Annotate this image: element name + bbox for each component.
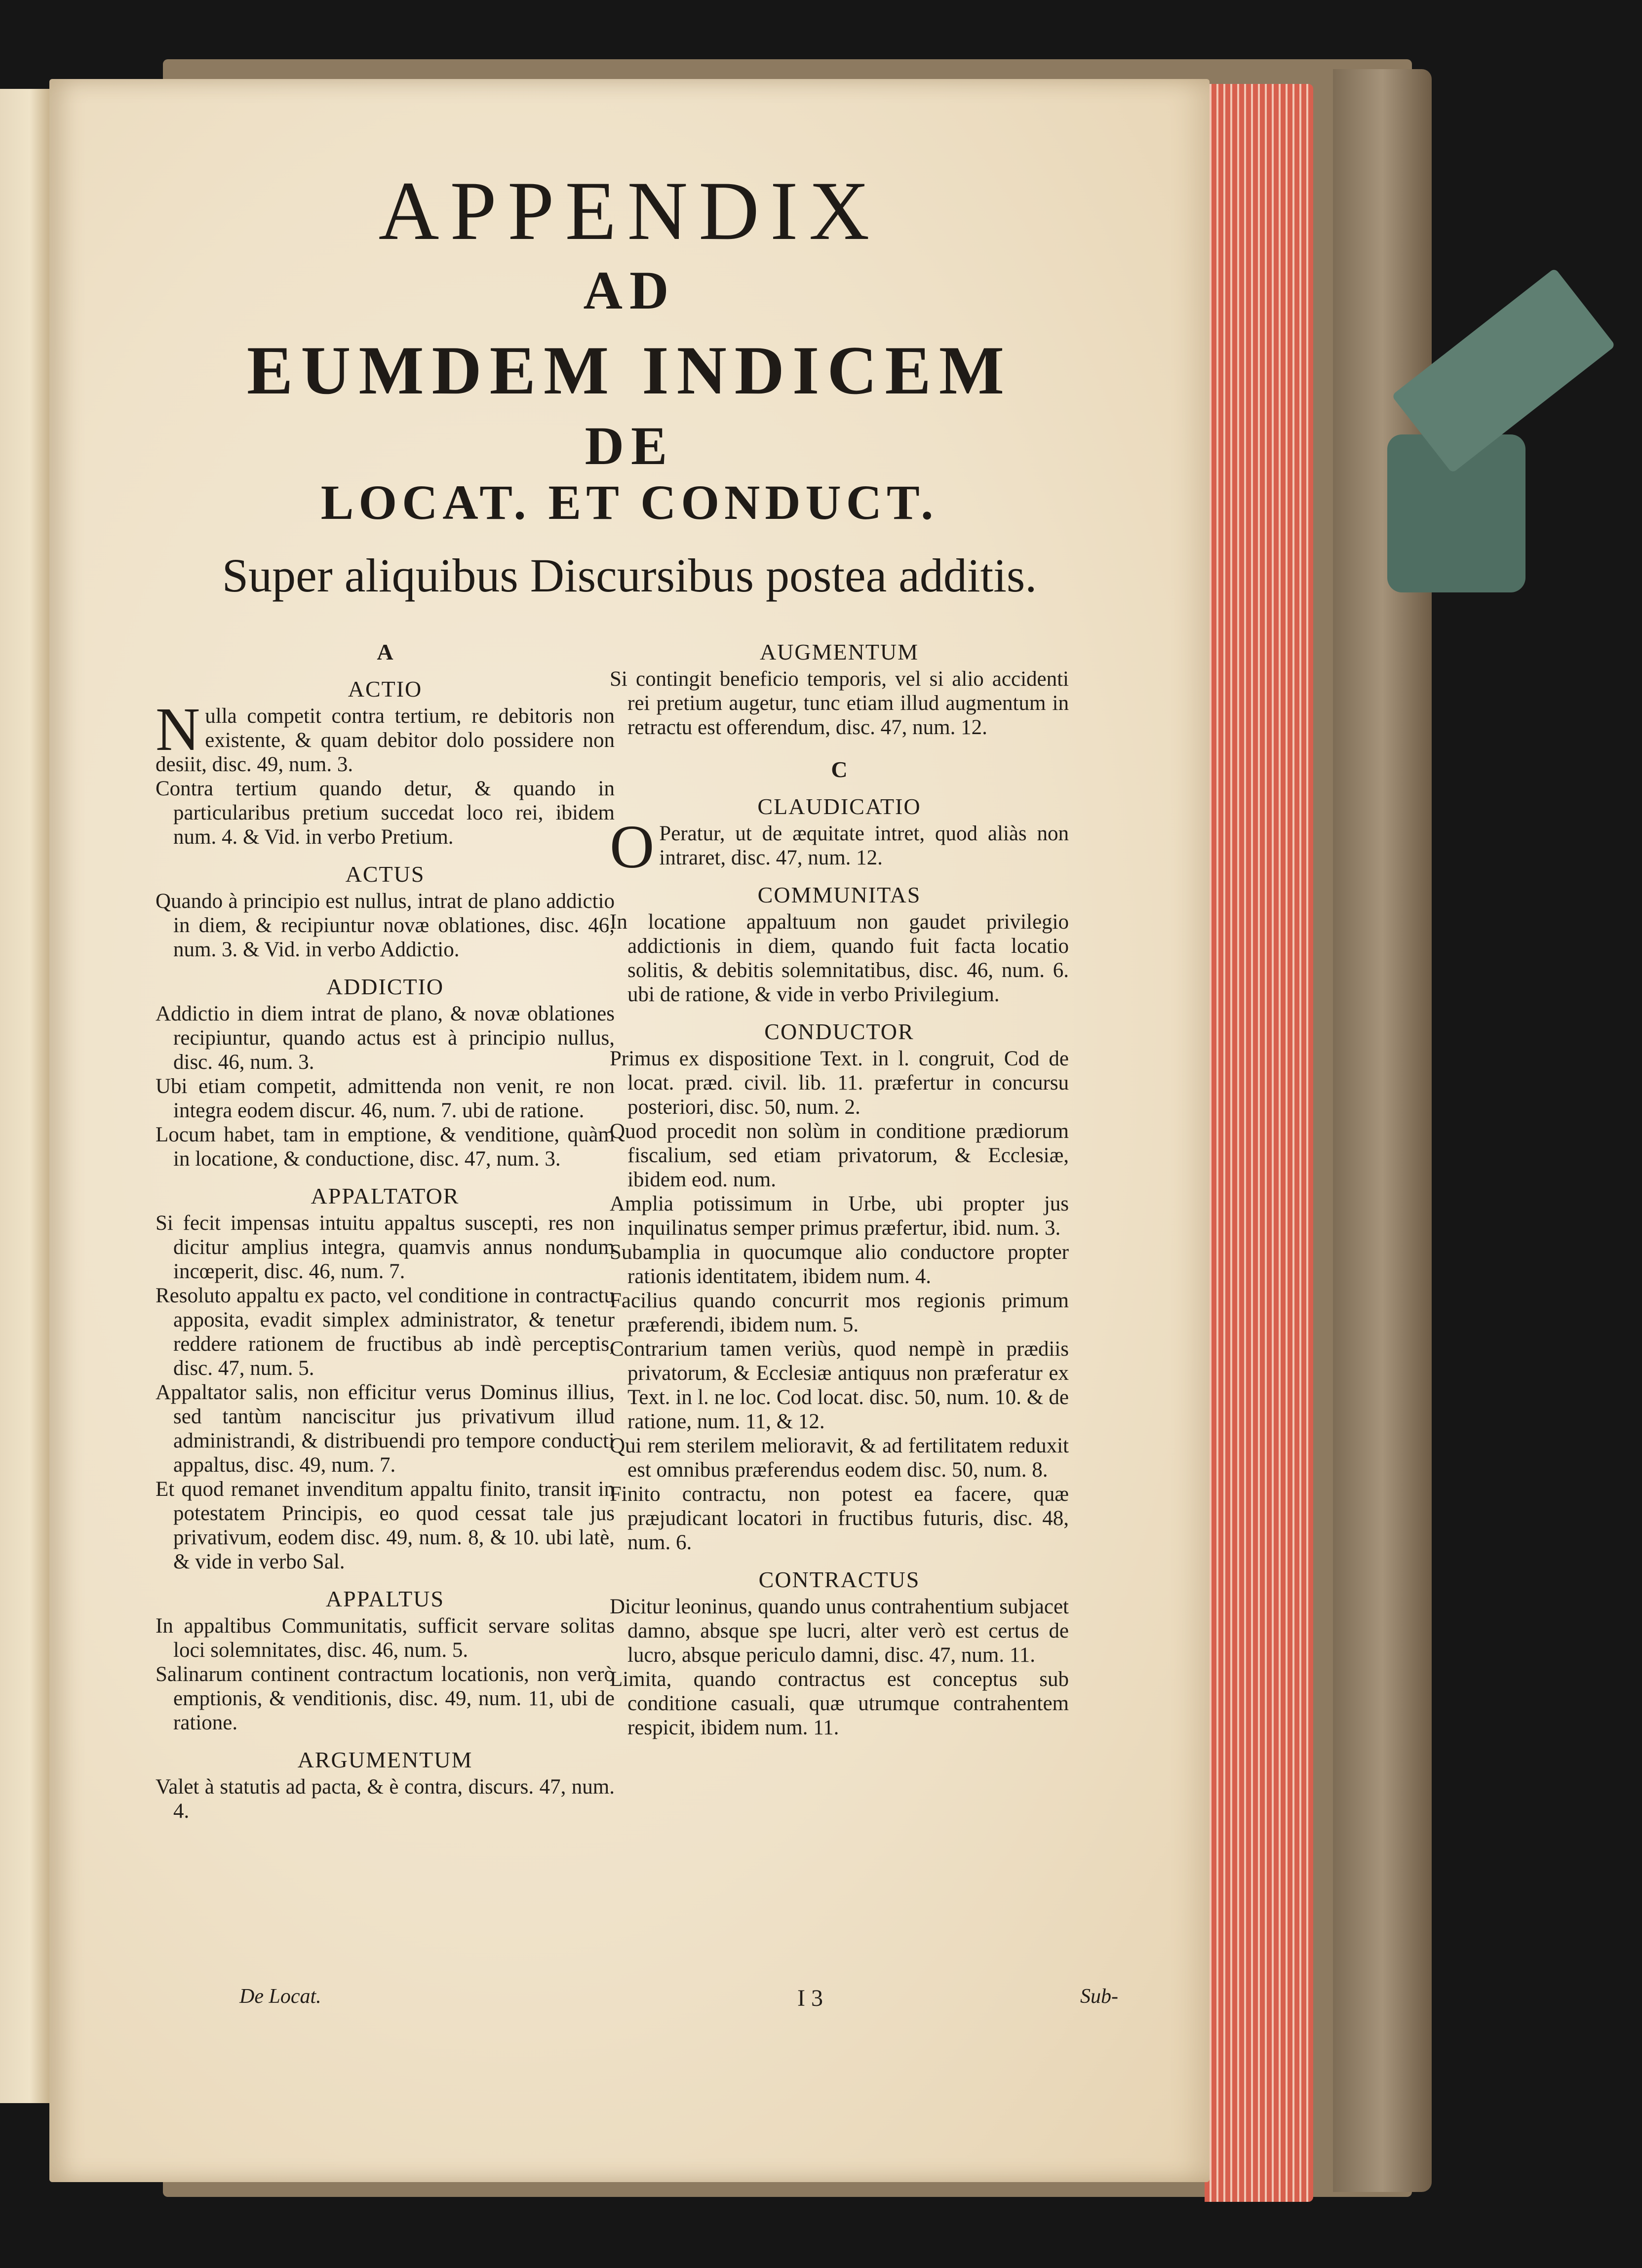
index-entry: Valet à statutis ad pacta, & è contra, discurs. 47, num. 4. [156, 1775, 615, 1823]
catchword-left: De Locat. [239, 1985, 321, 2008]
index-entry: Quod procedit non solùm in conditione prædiorum fiscalium, sed etiam privatorum, & Ecclesiæ, ibidem eod. num. [610, 1120, 1069, 1191]
title-eumdem-indicem: EUMDEM INDICEM [246, 332, 1013, 409]
index-entry: Et quod remanet invenditum appaltu finito, transit in potestatem Principis, eo quod cessat tale jus privativum, eodem disc. 49, num. 8, & 10. ubi latè, & vide in verbo Sal. [156, 1478, 615, 1573]
index-entry: Appaltator salis, non efficitur verus Dominus illius, sed tantùm nanciscitur jus privativum illud administrandi, & distribuendi pro tempore conducti appaltus, disc. 49, num. 7. [156, 1381, 615, 1477]
index-entry: Dicitur leoninus, quando unus contrahentium subjacet damno, absque spe lucri, alter verò est certus de lucro, absque periculo damni, disc. 47, num. 11. [610, 1595, 1069, 1667]
index-entry [156, 696, 615, 777]
index-entry: In appaltibus Communitatis, sufficit servare solitas loci solemnitates, disc. 46, num. 5. [156, 1614, 615, 1662]
index-entry: Primus ex dispositione Text. in l. congruit, Cod de locat. præd. civil. lib. 11. præfertur in concursu posteriori, disc. 50, num. 2. [610, 1047, 1069, 1119]
entry-heading: APPALTUS [325, 1586, 445, 1611]
entry-heading: ACTUS [345, 861, 425, 887]
entry-text: ulla competit contra tertium, re debitoris non existente, & quam debitor dolo possidere non desiit, disc. 49, num. 3. [156, 704, 615, 776]
index-entry: Si contingit beneficio temporis, vel si alio accidenti rei pretium augetur, tunc etiam illud augmentum in retractu est offerendum, disc. 47, num. 12. [610, 667, 1069, 739]
entry-heading: CLAUDICATIO [757, 794, 921, 819]
index-entry: Quando à principio est nullus, intrat de plano addictio in diem, & recipiuntur novæ oblationes, disc. 46, num. 3. & Vid. in verbo Addictio. [156, 890, 615, 961]
entry-heading: CONTRACTUS [758, 1567, 920, 1592]
index-entry: Si fecit impensas intuitu appaltus suscepti, res non dicitur amplius integra, quamvis annus nondum incœperit, disc. 46, num. 7. [156, 1212, 615, 1283]
entry-heading: ACTIO [348, 676, 423, 702]
drop-cap: O [610, 813, 655, 881]
signature-mark: I 3 [797, 1985, 823, 2011]
red-page-edges [1205, 84, 1313, 2202]
section-letter: A [377, 639, 393, 665]
index-entry: Addictio in diem intrat de plano, & novæ oblationes recipiuntur, quando actus est à principio nullus, disc. 46, num. 3. [156, 1002, 615, 1074]
entry-heading: ARGUMENTUM [297, 1747, 473, 1772]
subtitle: Super aliquibus Discursibus postea additis. [222, 549, 1037, 602]
index-entry: Subamplia in quocumque alio conductore propter rationis identitatem, ibidem num. 4. [610, 1241, 1069, 1288]
entry-heading: AUGMENTUM [759, 639, 919, 665]
drop-cap: N [156, 696, 200, 764]
index-entry: Limita, quando contractus est conceptus sub conditione casuali, quæ utrumque contrahentem respicit, ibidem num. 11. [610, 1668, 1069, 1739]
title-locat-conduct: LOCAT. ET CONDUCT. [320, 475, 938, 530]
catchword-right: Sub- [1080, 1985, 1118, 2008]
index-entry: Finito contractu, non potest ea facere, quæ præjudicant locatori in fructibus futuris, disc. 48, num. 6. [610, 1483, 1069, 1554]
title-ad: AD [583, 260, 676, 320]
index-entry: Resoluto appaltu ex pacto, vel conditione in contractu apposita, evadit simplex administrator, & tenetur reddere rationem de fructibus ab indè perceptis, disc. 47, num. 5. [156, 1284, 615, 1380]
index-entry: Amplia potissimum in Urbe, ubi propter jus inquilinatus semper primus præfertur, ibid. num. 3. [610, 1192, 1069, 1240]
index-entry: Salinarum continent contractum locationis, non verò emptionis, & venditionis, disc. 49, num. 11, ubi de ratione. [156, 1663, 615, 1734]
entry-heading: COMMUNITAS [757, 882, 921, 907]
index-entry: In locatione appaltuum non gaudet privilegio addictionis in diem, quando fuit facta locatio solitis, & debitis solemnitatibus, disc. 46, num. 6. ubi de ratione, & vide in verbo Privilegium. [610, 910, 1069, 1006]
section-letter: C [831, 757, 848, 782]
index-entry: Qui rem sterilem melioravit, & ad fertilitatem reduxit est omnibus præferendus eodem disc. 50, num. 8. [610, 1434, 1069, 1482]
index-entry: Facilius quando concurrit mos regionis primum præferendi, ibidem num. 5. [610, 1289, 1069, 1336]
entry-heading: APPALTATOR [311, 1183, 460, 1209]
index-entry: Locum habet, tam in emptione, & venditione, quàm in locatione, & conductione, disc. 47, num. 3. [156, 1123, 615, 1171]
facing-page-edge [0, 89, 51, 2103]
right-column [610, 622, 1069, 1740]
index-entry [610, 813, 1069, 881]
index-entry: Ubi etiam competit, admittenda non venit, re non integra eodem discur. 46, num. 7. ubi de ratione. [156, 1075, 615, 1122]
entry-text: Peratur, ut de æquitate intret, quod aliàs non intraret, disc. 47, num. 12. [659, 822, 1069, 869]
title-de: DE [585, 416, 674, 476]
title-appendix: APPENDIX [378, 164, 881, 257]
book-page [49, 79, 1210, 2182]
entry-heading: CONDUCTOR [764, 1019, 914, 1044]
index-entry: Contra tertium quando detur, & quando in particularibus pretium succedat loco rei, ibidem num. 4. & Vid. in verbo Pretium. [156, 777, 615, 849]
page-footer [156, 1985, 1118, 2014]
index-entry: Contrarium tamen veriùs, quod nempè in prædiis privatorum, & Ecclesiæ antiquus non præferatur ex Text. in l. ne loc. Cod locat. disc. 50, num. 10. & de ratione, num. 11, & 12. [610, 1337, 1069, 1433]
left-column [156, 622, 615, 1823]
entry-heading: ADDICTIO [326, 974, 444, 999]
